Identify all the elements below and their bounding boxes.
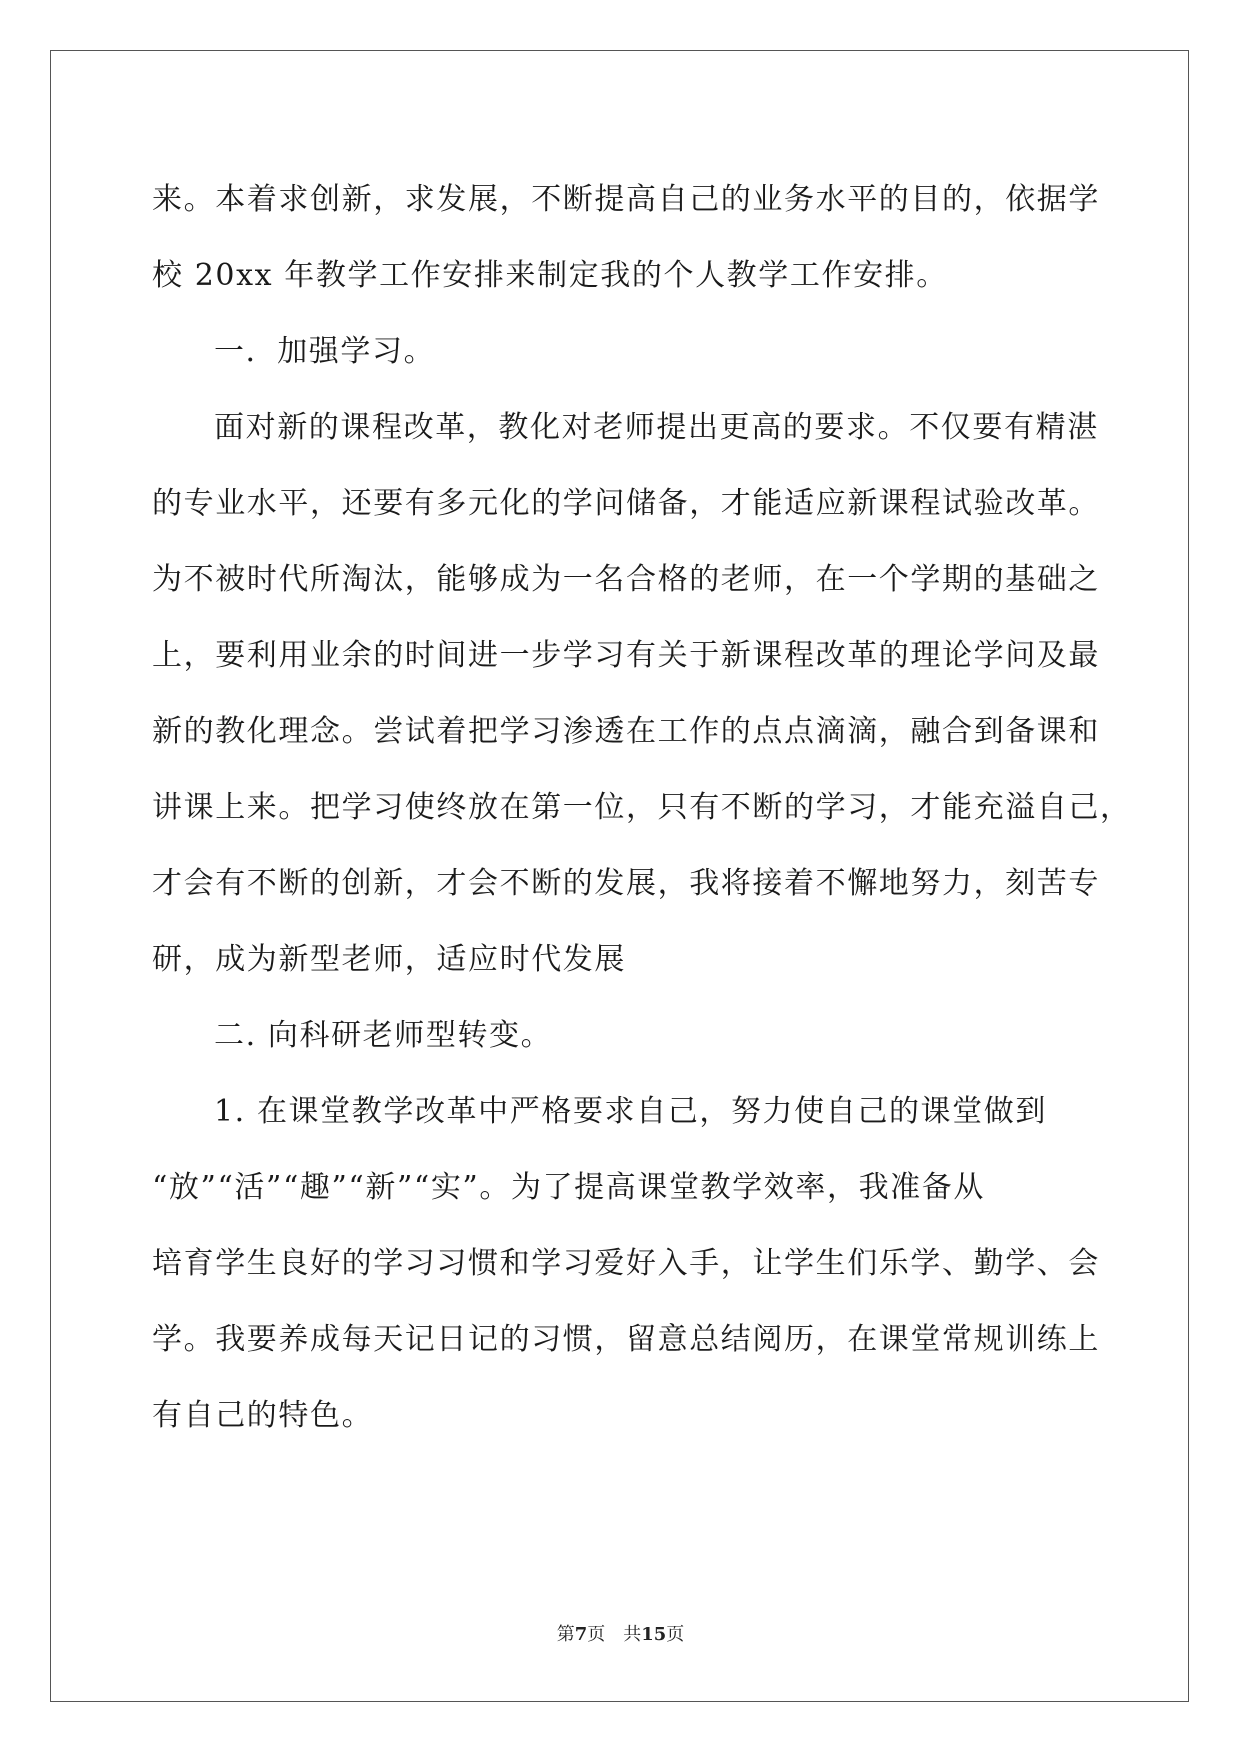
- text-line: 来。本着求创新，求发展，不断提高自己的业务水平的目的，依据学: [152, 182, 1100, 217]
- page-footer: [0, 1620, 1241, 1646]
- footer-page-suffix: 页: [587, 1624, 606, 1645]
- text-line: 才会有不断的创新，才会不断的发展，我将接着不懈地努力，刻苦专: [152, 866, 1100, 901]
- text-line: 面对新的课程改革，教化对老师提出更高的要求。不仅要有精湛: [214, 410, 1099, 445]
- current-page-number: 7: [574, 1624, 588, 1645]
- text-line: “放”“活”“趣”“新”“实”。为了提高课堂教学效率，我准备从: [152, 1170, 985, 1205]
- document-body: [152, 162, 1132, 1454]
- text-line: 校 20xx 年教学工作安排来制定我的个人教学工作安排。: [152, 258, 948, 293]
- text-line: 培育学生良好的学习习惯和学习爱好入手，让学生们乐学、勤学、会: [152, 1246, 1100, 1281]
- footer-total-prefix: 共: [623, 1624, 642, 1645]
- text-line: 新的教化理念。尝试着把学习渗透在工作的点点滴滴，融合到备课和: [152, 714, 1100, 749]
- section-heading-1: 一．加强学习。: [214, 334, 436, 369]
- text-line: 上，要利用业余的时间进一步学习有关于新课程改革的理论学问及最: [152, 638, 1100, 673]
- footer-total-suffix: 页: [666, 1624, 685, 1645]
- text-line: 的专业水平，还要有多元化的学问储备，才能适应新课程试验改革。: [152, 486, 1100, 521]
- text-line: 1. 在课堂教学改革中严格要求自己，努力使自己的课堂做到: [214, 1094, 1047, 1129]
- section-heading-2: 二. 向科研老师型转变。: [214, 1018, 553, 1053]
- footer-prefix: 第: [556, 1624, 575, 1645]
- text-line: 为不被时代所淘汰，能够成为一名合格的老师，在一个学期的基础之: [152, 562, 1100, 597]
- text-line: 讲课上来。把学习使终放在第一位，只有不断的学习，才能充溢自己，: [152, 790, 1132, 825]
- text-line: 研，成为新型老师，适应时代发展: [152, 942, 626, 977]
- total-page-number: 15: [641, 1624, 667, 1645]
- text-line: 学。我要养成每天记日记的习惯，留意总结阅历，在课堂常规训练上: [152, 1322, 1100, 1357]
- text-line: 有自己的特色。: [152, 1398, 374, 1433]
